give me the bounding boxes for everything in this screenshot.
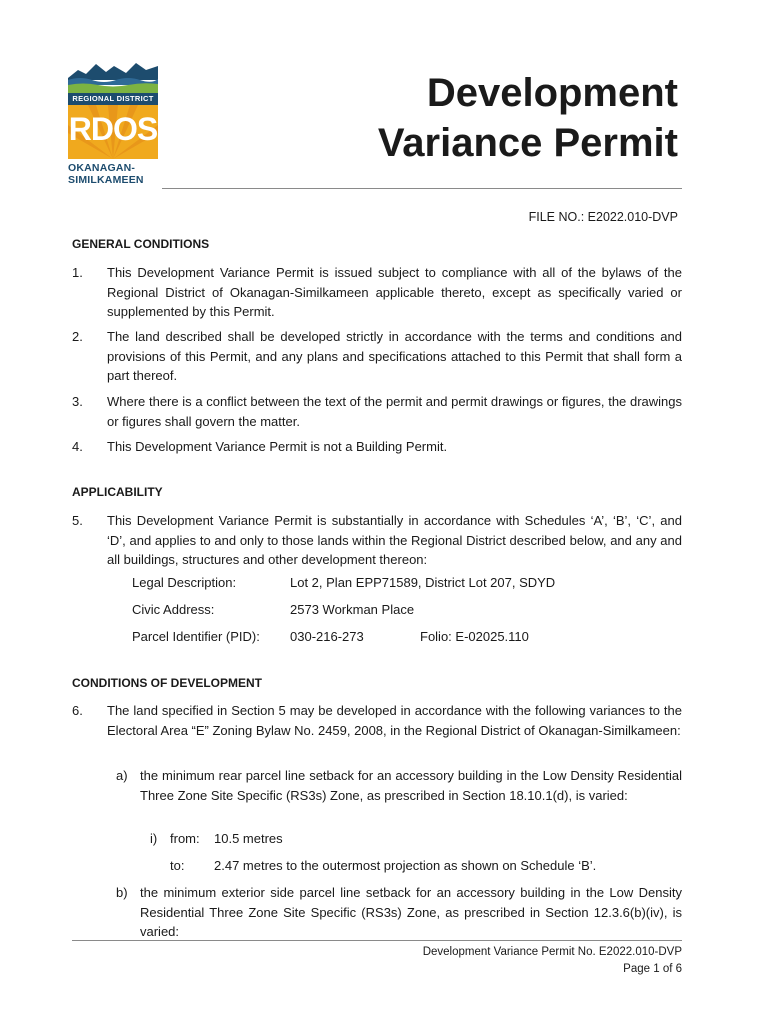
footer-permit-number: Development Variance Permit No. E2022.010-DVP (422, 946, 682, 958)
civic-address-value: 2573 Workman Place (290, 602, 415, 617)
logo-band-text: REGIONAL DISTRICT (68, 93, 158, 105)
item-text: This Development Variance Permit is substantially in accordance with Schedules ‘A’, ‘B’, ‘C’, and ‘D’, and applies to and only to those lands within the Regional District described below, and any and all buildings, structures and other development thereon: (107, 513, 682, 567)
logo-name (68, 162, 160, 186)
item-text: The land specified in Section 5 may be developed in accordance with the following variances to the Electoral Area “E” Zoning Bylaw No. 2459, 2008, in the Regional District of Okanagan-Similkameen: (107, 703, 682, 738)
item-text: This Development Variance Permit is issued subject to compliance with all of the bylaws of the Regional District of Okanagan-Similkameen applicable thereto, except as specifically varied or supplemented by this Permit. (107, 265, 682, 319)
applicability-item-5 (72, 511, 682, 570)
variance-text: the minimum rear parcel line setback for an accessory building in the Low Density Residential Three Zone Site Specific (RS3s) Zone, as prescribed in Section 18.10.1(d), is varied: (140, 768, 682, 803)
general-conditions-heading: GENERAL CONDITIONS (72, 237, 210, 251)
file-number: FILE NO.: E2022.010-DVP (528, 210, 678, 224)
pid-label: Parcel Identifier (PID): (132, 629, 260, 644)
variance-a-roman: i) (150, 831, 158, 846)
variance-letter: a) (116, 768, 128, 783)
title-line1: Development (426, 71, 678, 115)
logo-name-line2: SIMILKAMEEN (68, 174, 144, 186)
logo-abbreviation: RDOS (68, 111, 158, 147)
to-value: 2.47 metres to the outermost projection as shown on Schedule ‘B’. (214, 858, 597, 873)
footer-divider (72, 940, 682, 941)
applicability-heading: APPLICABILITY (72, 485, 163, 499)
legal-description-value: Lot 2, Plan EPP71589, District Lot 207, SDYD (290, 575, 556, 590)
rdos-logo (68, 58, 160, 186)
variance-letter: b) (116, 885, 128, 900)
condition-item-1 (72, 263, 682, 322)
condition-item-3 (72, 392, 682, 431)
item-number: 3. (72, 394, 83, 409)
title-divider (162, 188, 682, 189)
item-text: This Development Variance Permit is not a Building Permit. (107, 439, 448, 454)
variance-b (107, 883, 682, 942)
variance-text: the minimum exterior side parcel line setback for an accessory building in the Low Density Residential Three Zone Site Specific (RS3s) Zone, as prescribed in Section 12.3.6(b)(iv), is varied: (140, 885, 682, 939)
document-title (378, 68, 678, 168)
item-number: 1. (72, 265, 83, 280)
footer-page-number: Page 1 of 6 (623, 963, 682, 975)
item-number: 2. (72, 329, 83, 344)
to-label: to: (170, 858, 185, 873)
item-number: 5. (72, 513, 83, 528)
from-label: from: (170, 831, 200, 846)
condition-item-4 (72, 437, 682, 457)
item-number: 4. (72, 439, 83, 454)
item-text: Where there is a conflict between the text of the permit and permit drawings or figures, the drawings or figures shall govern the matter. (107, 394, 682, 429)
condition-item-6 (72, 701, 682, 740)
from-value: 10.5 metres (214, 831, 283, 846)
folio-value: Folio: E-02025.110 (420, 629, 529, 644)
logo-name-line1: OKANAGAN- (68, 162, 136, 174)
item-text: The land described shall be developed strictly in accordance with the terms and conditions and provisions of this Permit, and any plans and specifications attached to this Permit that shall form a part thereof. (107, 329, 682, 383)
condition-item-2 (72, 327, 682, 386)
title-line2: Variance Permit (377, 121, 678, 165)
civic-address-label: Civic Address: (132, 602, 215, 617)
pid-value: 030-216-273 (290, 629, 364, 644)
mountain-wave-icon (68, 58, 160, 94)
legal-description-label: Legal Description: (132, 575, 237, 590)
item-number: 6. (72, 703, 83, 718)
conditions-heading: CONDITIONS OF DEVELOPMENT (72, 676, 263, 690)
variance-a (107, 766, 682, 805)
